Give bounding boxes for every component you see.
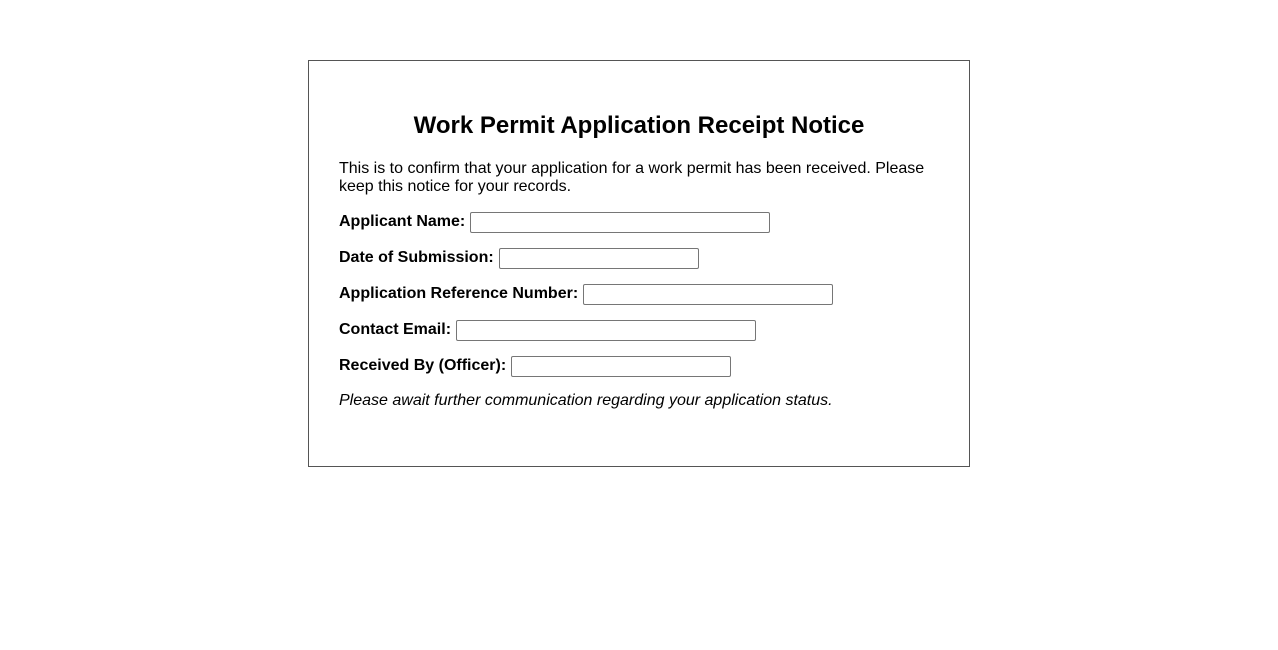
application-reference-row [339,284,939,304]
contact-email-row [339,320,939,340]
applicant-name-label: Applicant Name: [339,213,466,230]
date-of-submission-input[interactable] [499,248,699,269]
contact-email-input[interactable] [456,320,756,341]
receipt-notice-card [308,60,970,467]
applicant-name-row [339,212,939,232]
applicant-name-input[interactable] [470,212,770,233]
received-by-input[interactable] [511,356,731,377]
notice-intro: This is to confirm that your application for a work permit has been received. Please keep this notice for your records. [339,160,925,195]
received-by-row [339,356,939,376]
closing-note: Please await further communication regarding your application status. [339,392,833,409]
date-of-submission-row [339,248,939,268]
application-reference-input[interactable] [583,284,833,305]
notice-title: Work Permit Application Receipt Notice [413,112,865,139]
received-by-label: Received By (Officer): [339,357,507,374]
contact-email-label: Contact Email: [339,321,452,338]
application-reference-label: Application Reference Number: [339,285,579,302]
date-of-submission-label: Date of Submission: [339,249,494,266]
